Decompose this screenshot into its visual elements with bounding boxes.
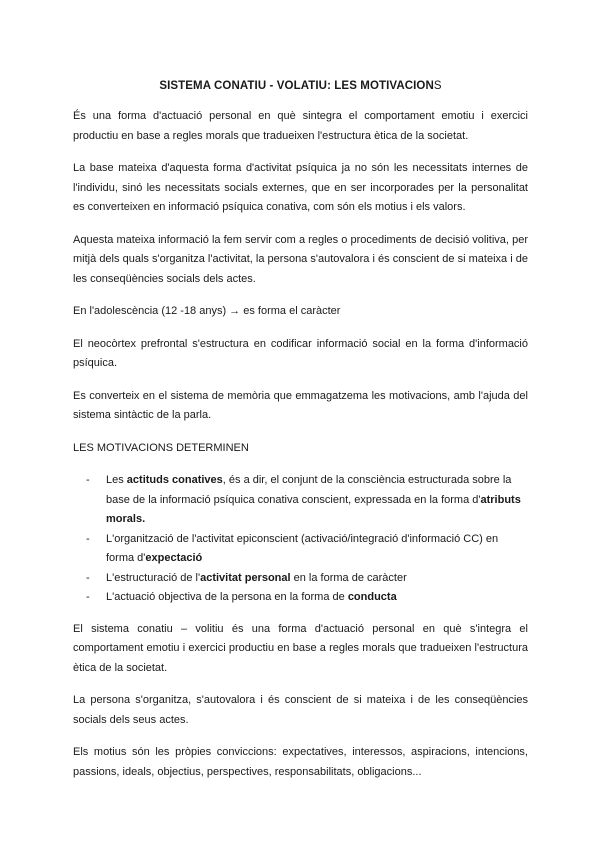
paragraph-9: Els motius són les pròpies conviccions: expectatives, interessos, aspiracions, intencions, passions, ideals, objectius, perspectives, responsabilitats, obligacions... <box>73 746 528 778</box>
list-bold: expectació <box>145 552 203 564</box>
paragraph-1: És una forma d'actuació personal en què sintegra el comportament emotiu i exercici productiu en base a regles morals que tradueixen l'estructura ètica de la societat. <box>73 110 528 142</box>
document-page <box>73 80 528 795</box>
page-title <box>73 80 528 92</box>
list-text: Les <box>106 474 127 486</box>
list-dash: - <box>86 474 90 486</box>
list-text: en la forma de caràcter <box>290 571 407 584</box>
title-end: S <box>433 80 442 92</box>
paragraph-7: El sistema conatiu – volitiu és una forma d'actuació personal en què s'integra el comportament emotiu i exercici productiu en base a regles morals que tradueixen l'estructura ètica de la societat. <box>73 622 528 674</box>
list-item <box>73 569 528 589</box>
list-dash: - <box>86 591 90 603</box>
motivations-list <box>73 471 528 608</box>
paragraph-3: Aquesta mateixa informació la fem servir com a regles o procediments de decisió volitiva, per mitjà dels quals s'organitza l'activitat, la persona s'autovalora i és conscient de si mateixa i de les conseqüències socials dels actes. <box>73 233 528 285</box>
list-text: L'actuació objectiva de la persona en la forma de <box>106 591 348 603</box>
list-bold: conducta <box>347 591 397 603</box>
list-text: L'organització de l'activitat epiconscient (activació/integració d'informació CC) en forma d' <box>106 532 499 564</box>
paragraph-8: La persona s'organitza, s'autovalora i és conscient de si mateixa i de les conseqüències socials dels seus actes. <box>73 694 528 726</box>
title-text: SISTEMA CONATIU - VOLATIU: LES MOTIVACION <box>159 80 434 92</box>
paragraph-2: La base mateixa d'aquesta forma d'activitat psíquica ja no són les necessitats internes de l'individu, sinó les necessitats socials externes, que en ser incorporades per la personalitat es converteixen en informació psíquica conativa, com són els motius i els valors. <box>73 162 528 213</box>
list-item <box>73 471 528 530</box>
paragraph-6: Es converteix en el sistema de memòria que emmagatzema les motivacions, amb l'ajuda del sistema sintàctic de la parla. <box>73 389 528 421</box>
list-bold: actituds conatives <box>126 474 223 486</box>
list-dash: - <box>86 532 90 545</box>
list-item <box>73 588 528 608</box>
list-text: , és a dir, el conjunt de la consciència estructurada sobre la base de la informació psíquica conativa conscient, expressada en la forma d' <box>106 474 512 506</box>
list-item <box>73 530 528 569</box>
list-dash: - <box>86 571 90 584</box>
list-bold: atributs morals. <box>106 493 521 525</box>
paragraph-5: El neocòrtex prefrontal s'estructura en codificar informació social en la forma d'informació psíquica. <box>73 337 528 369</box>
list-bold: activitat personal <box>200 571 291 584</box>
list-text: L'estructuració de l' <box>106 571 201 584</box>
paragraph-4: En l'adolescència (12 -18 anys) → es forma el caràcter <box>73 305 341 317</box>
section-heading: LES MOTIVACIONS DETERMINEN <box>73 441 249 454</box>
